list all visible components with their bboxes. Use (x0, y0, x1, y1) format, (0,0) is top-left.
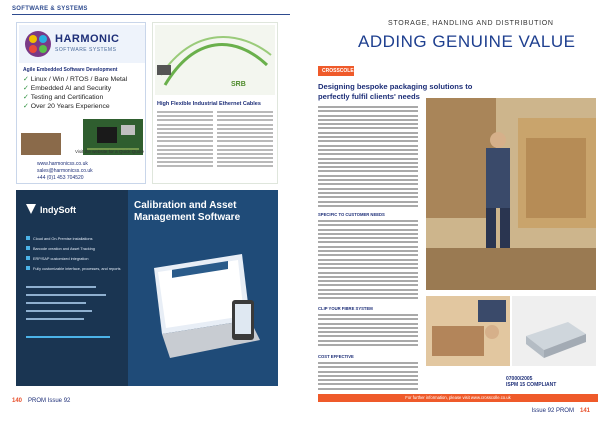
indysoft-sidebar (16, 190, 128, 386)
check-icon: ✓ (23, 103, 29, 110)
bullet-icon (26, 256, 30, 260)
indysoft-laptop-image (146, 250, 264, 368)
harmonic-contact (37, 161, 93, 182)
harmonic-quick-quote: Visit the website for a Quick Quote (75, 149, 144, 154)
srb-cables-ad[interactable] (152, 22, 278, 184)
article-photo-warehouse (426, 98, 596, 290)
article-highlight (506, 376, 556, 388)
indysoft-title: Calibration and Asset Management Software (134, 200, 241, 223)
indysoft-ad[interactable] (16, 190, 278, 386)
srb-headline: High Flexible Industrial Ethernet Cables (157, 101, 261, 107)
article-title: ADDING GENUINE VALUE (358, 32, 576, 51)
indysoft-contact-block (26, 286, 118, 366)
bullet-icon (26, 236, 30, 240)
harmonic-brand: HARMONIC (55, 33, 120, 45)
article-kicker: STORAGE, HANDLING AND DISTRIBUTION (388, 20, 554, 27)
check-icon: ✓ (23, 94, 29, 101)
section-rule (12, 14, 290, 15)
indysoft-logo-icon (26, 204, 36, 214)
article-body-column-4 (318, 362, 418, 392)
indysoft-feature-list (26, 234, 121, 274)
harmonic-logo-icon (25, 31, 51, 57)
article-footer-note[interactable]: For further information, please visit www.crosscolle.co.uk (318, 394, 598, 402)
right-page-number: 141 (579, 408, 590, 414)
harmonic-feature-list (23, 75, 127, 111)
harmonic-photo-building (21, 133, 61, 155)
article-photo-packaging (512, 296, 596, 366)
srb-body-column-1 (157, 111, 213, 170)
article-body-column-2 (318, 220, 418, 302)
check-icon: ✓ (23, 76, 29, 83)
article-subhead: CLIP YOUR FIBRE SYSTEM (318, 306, 373, 311)
article-body-column-3 (318, 314, 418, 348)
srb-body-column-2 (217, 111, 273, 170)
highlight-line: ISPM 15 COMPLIANT (506, 382, 557, 388)
harmonic-phone: +44 (0)1 453 704520 (37, 175, 84, 181)
left-page-footer: 140 PROM Issue 92 (12, 398, 71, 404)
section-header: SOFTWARE & SYSTEMS (12, 6, 88, 12)
article-body-column-1 (318, 106, 418, 209)
article-tag: CROSSCOLE (318, 66, 354, 76)
article-subhead: SPECIFIC TO CUSTOMER NEEDS (318, 212, 385, 217)
list-item: ✓ Over 20 Years Experience (23, 103, 110, 110)
srb-logo: SRB (231, 81, 246, 88)
harmonic-logo-row (19, 25, 145, 63)
bullet-icon (26, 266, 30, 270)
harmonic-website-link[interactable]: www.harmonicss.co.uk (37, 161, 88, 167)
harmonic-tagline: SOFTWARE SYSTEMS (55, 47, 117, 53)
list-item: Barcode creation and Asset Tracking (26, 244, 121, 254)
check-icon: ✓ (23, 85, 29, 92)
harmonic-ad[interactable] (16, 22, 146, 184)
srb-cable-image (155, 25, 275, 95)
highlight-line: 07000/2005 (506, 376, 533, 382)
list-item: ✓ Testing and Certification (23, 94, 104, 101)
right-page (300, 0, 600, 424)
left-page-number: 140 (12, 398, 23, 404)
list-item: Cloud and On-Premise installations (26, 234, 121, 244)
list-item: ERP/SAP customized integration (26, 254, 121, 264)
harmonic-email-link[interactable]: sales@harmonicss.co.uk (37, 168, 93, 174)
harmonic-headline: Agile Embedded Software Development (23, 67, 118, 73)
bullet-icon (26, 246, 30, 250)
article-headline: Designing bespoke packaging solutions to perfectly fulfil clients' needs (318, 82, 473, 101)
list-item: ✓ Embedded AI and Security (23, 85, 112, 92)
list-item: ✓ Linux / Win / RTOS / Bare Metal (23, 76, 128, 83)
right-page-footer: Issue 92 PROM 141 (531, 408, 590, 414)
indysoft-logo: IndySoft (26, 204, 76, 215)
article-subhead: COST EFFECTIVE (318, 354, 354, 359)
article-photo-inspection (426, 296, 510, 366)
list-item: Fully customizable interface, processes, and reports (26, 264, 121, 274)
